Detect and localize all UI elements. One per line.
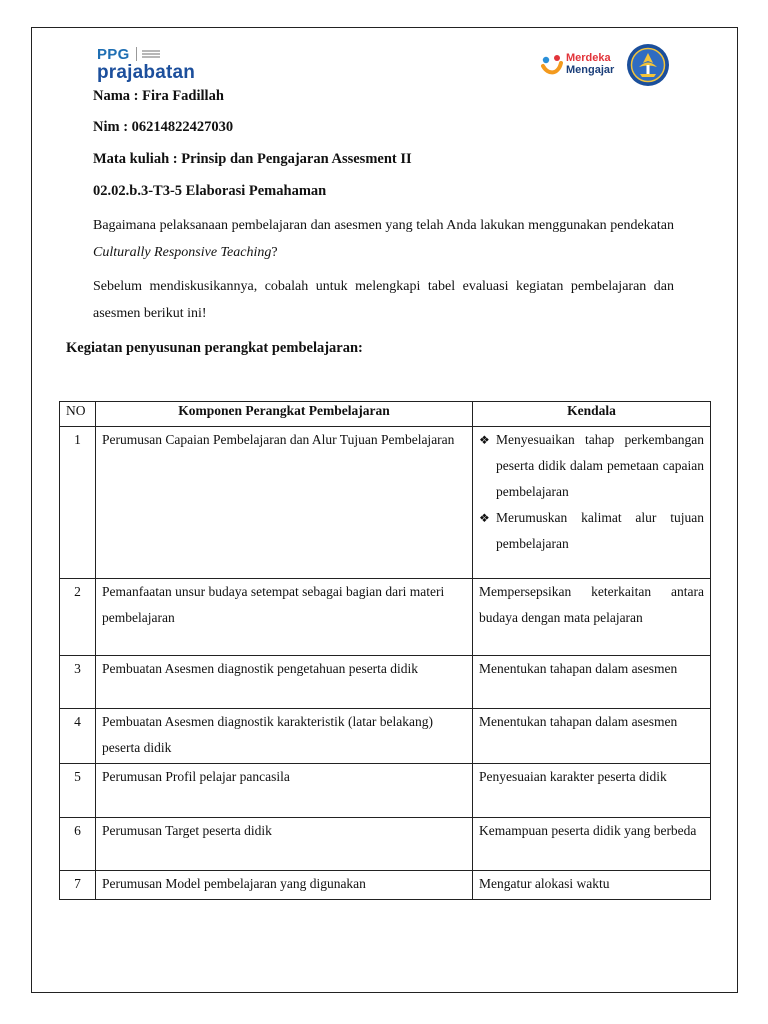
kendala-bullet-list — [479, 427, 704, 557]
row-kendala: Mengatur alokasi waktu — [473, 871, 711, 900]
table-row — [60, 709, 711, 764]
student-nim: Nim : 06214822427030 — [93, 119, 234, 135]
prajabatan-logo-text: prajabatan — [97, 62, 196, 83]
row-kendala: Mempersepsikan keterkaitan antara budaya dengan mata pelajaran — [473, 579, 711, 656]
header-no: NO — [60, 402, 96, 427]
row-komponen: Perumusan Capaian Pembelajaran dan Alur Tujuan Pembelajaran — [96, 427, 473, 579]
table-row — [60, 427, 711, 579]
list-item — [479, 505, 704, 557]
merdeka-text: Merdeka — [566, 52, 611, 64]
logo-divider — [136, 47, 137, 61]
logo-tagline-mark — [142, 50, 160, 58]
header-komponen: Komponen Perangkat Pembelajaran — [96, 402, 473, 427]
row-komponen: Perumusan Profil pelajar pancasila — [96, 764, 473, 818]
merdeka-mengajar-logo — [540, 50, 620, 80]
row-number: 1 — [60, 427, 96, 579]
table-row — [60, 764, 711, 818]
table-row — [60, 818, 711, 871]
tut-wuri-handayani-emblem-icon — [626, 43, 670, 87]
question-text: Bagaimana pelaksanaan pembelajaran dan asesmen yang telah Anda lakukan menggunakan pendekatan — [93, 218, 674, 233]
ppg-prajabatan-logo — [97, 44, 197, 84]
row-number: 6 — [60, 818, 96, 871]
table-row — [60, 871, 711, 900]
evaluation-table — [59, 401, 711, 900]
diamond-bullet-icon: ❖ — [479, 433, 490, 447]
row-number: 4 — [60, 709, 96, 764]
instruction-paragraph: Sebelum mendiskusikannya, cobalah untuk melengkapi tabel evaluasi kegiatan pembelajaran dan asesmen berikut ini! — [93, 279, 674, 321]
row-kendala: Kemampuan peserta didik yang berbeda — [473, 818, 711, 871]
student-name: Nama : Fira Fadillah — [93, 88, 224, 104]
question-mark: ? — [271, 245, 278, 260]
row-komponen: Pembuatan Asesmen diagnostik karakteristik (latar belakang) peserta didik — [96, 709, 473, 764]
diamond-bullet-icon: ❖ — [479, 511, 490, 525]
assignment-code: 02.02.b.3-T3-5 Elaborasi Pemahaman — [93, 183, 327, 199]
list-item — [479, 427, 704, 505]
row-number: 5 — [60, 764, 96, 818]
bullet-text: Menyesuaikan tahap perkembangan peserta didik dalam pemetaan capaian pembelajaran — [496, 432, 704, 499]
table-header-row — [60, 402, 711, 427]
row-number: 2 — [60, 579, 96, 656]
course-name: Mata kuliah : Prinsip dan Pengajaran Assesment II — [93, 151, 412, 167]
row-kendala: Menentukan tahapan dalam asesmen — [473, 656, 711, 709]
row-komponen: Perumusan Model pembelajaran yang digunakan — [96, 871, 473, 900]
section-title: Kegiatan penyusunan perangkat pembelajaran: — [66, 340, 363, 356]
merdeka-mengajar-icon — [540, 53, 564, 77]
row-number: 3 — [60, 656, 96, 709]
table-row — [60, 656, 711, 709]
bullet-text: Merumuskan kalimat alur tujuan pembelajaran — [496, 510, 704, 551]
row-komponen: Perumusan Target peserta didik — [96, 818, 473, 871]
question-paragraph — [93, 212, 674, 266]
row-kendala — [473, 427, 711, 579]
ppg-logo-text: PPG — [97, 45, 130, 63]
row-komponen: Pembuatan Asesmen diagnostik pengetahuan peserta didik — [96, 656, 473, 709]
row-kendala: Menentukan tahapan dalam asesmen — [473, 709, 711, 764]
mengajar-text: Mengajar — [566, 64, 615, 76]
question-italic-term: Culturally Responsive Teaching — [93, 245, 272, 260]
table-row — [60, 579, 711, 656]
row-komponen: Pemanfaatan unsur budaya setempat sebagai bagian dari materi pembelajaran — [96, 579, 473, 656]
header-kendala: Kendala — [473, 402, 711, 427]
row-number: 7 — [60, 871, 96, 900]
row-kendala: Penyesuaian karakter peserta didik — [473, 764, 711, 818]
